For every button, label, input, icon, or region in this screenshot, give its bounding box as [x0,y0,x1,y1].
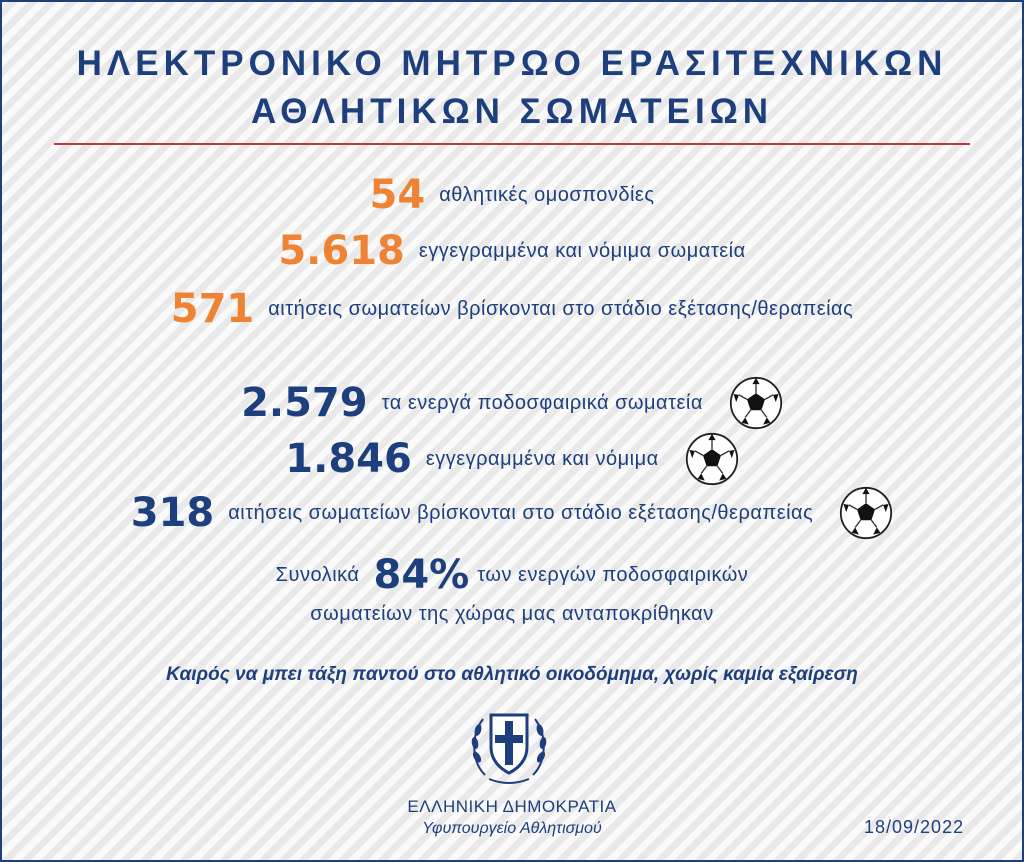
stat-row-federations [0,172,1024,218]
stat-label: εγγεγραμμένα και νόμιμα σωματεία [418,239,746,262]
stat-value: 318 [130,490,215,536]
stat-row-pending-applications [0,286,1024,332]
page-title-line-1: ΗΛΕΚΤΡΟΝΙΚΟ ΜΗΤΡΩΟ ΕΡΑΣΙΤΕΧΝΙΚΩΝ [76,44,948,83]
stat-label: αιτήσεις σωματείων βρίσκονται στο στάδιο εξέτασης/θεραπείας [228,501,814,524]
stat-row-registered-clubs [0,228,1024,274]
summary-line-2 [0,603,1024,626]
soccer-ball-icon [729,376,783,430]
stat-row-registered-football-clubs [0,432,1024,486]
greek-coat-of-arms-icon [467,705,551,789]
stat-value: 1.846 [285,436,412,482]
stat-row-pending-football-applications [0,486,1024,540]
stat-label: αθλητικές ομοσπονδίες [439,183,655,206]
stat-label: αιτήσεις σωματείων βρίσκονται στο στάδιο εξέτασης/θεραπείας [268,297,854,320]
summary-prefix: Συνολικά [275,563,360,586]
summary-text: σωματείων της χώρας μας ανταποκρίθηκαν [310,603,714,625]
page-title-line-2: ΑΘΛΗΤΙΚΩΝ ΣΩΜΑΤΕΙΩΝ [250,92,774,131]
stat-label: τα ενεργά ποδοσφαιρικά σωματεία [381,391,703,414]
summary-percent: 84% [373,552,470,598]
soccer-ball-icon [685,432,739,486]
summary-line-1 [0,552,1024,598]
stat-label: εγγεγραμμένα και νόμιμα [425,447,659,470]
soccer-ball-icon [839,486,893,540]
stat-value: 54 [369,172,426,218]
tagline: Καιρός να μπει τάξη παντού στο αθλητικό οικοδόμημα, χωρίς καμία εξαίρεση [166,664,858,685]
stat-value: 2.579 [241,380,368,426]
stat-row-active-football-clubs [0,376,1024,430]
organization-name: ΕΛΛΗΝΙΚΗ ΔΗΜΟΚΡΑΤΙΑ [407,797,617,816]
publish-date: 18/09/2022 [864,817,965,837]
ministry-name: Υφυπουργείο Αθλητισμού [422,820,602,837]
stat-value: 5.618 [278,228,405,274]
summary-suffix: των ενεργών ποδοσφαιρικών [477,563,749,586]
stat-value: 571 [170,286,255,332]
title-divider [54,143,970,145]
